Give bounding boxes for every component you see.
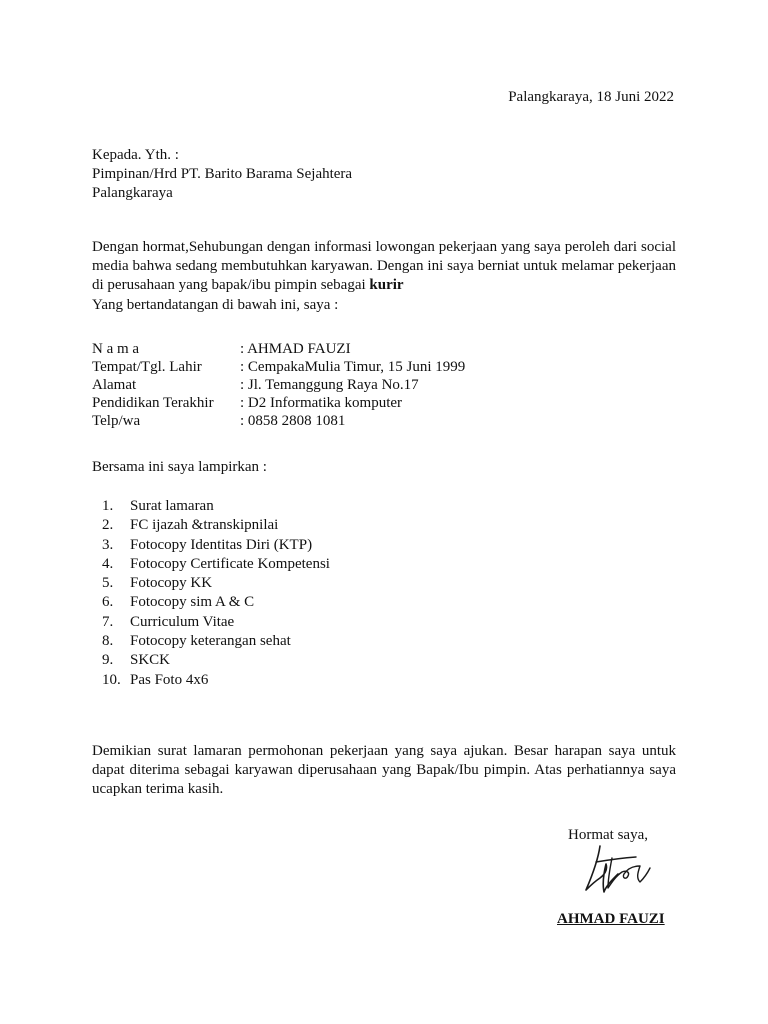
list-number: 7.	[102, 613, 114, 630]
bio-value: : CempakaMulia Timur, 15 Juni 1999	[240, 359, 466, 375]
bio-row	[92, 394, 465, 412]
position-applied: kurir	[369, 277, 404, 293]
bio-value: : 0858 2808 1081	[240, 413, 346, 429]
list-number: 4.	[102, 555, 114, 572]
list-item	[92, 555, 330, 574]
list-text: Curriculum Vitae	[130, 613, 235, 630]
bio-label: Tempat/Tgl. Lahir	[92, 359, 202, 375]
bio-label: N a m a	[92, 341, 140, 357]
recipient-block	[92, 146, 352, 203]
bio-row	[92, 412, 465, 430]
list-item	[92, 613, 330, 632]
bio-row	[92, 340, 465, 358]
recipient-name: Pimpinan/Hrd PT. Barito Barama Sejahtera	[92, 166, 353, 182]
list-text: Fotocopy Certificate Kompetensi	[130, 555, 330, 572]
bio-value: : AHMAD FAUZI	[240, 341, 351, 357]
list-item	[92, 671, 330, 690]
signature-icon	[578, 842, 668, 902]
list-number: 2.	[102, 517, 114, 534]
closing-paragraph	[92, 742, 676, 799]
recipient-city: Palangkaraya	[92, 185, 173, 201]
bio-label: Alamat	[92, 377, 137, 393]
list-number: 8.	[102, 633, 114, 650]
bio-label: Pendidikan Terakhir	[92, 395, 214, 411]
list-text: Fotocopy sim A & C	[130, 594, 255, 611]
bio-value: : D2 Informatika komputer	[240, 395, 403, 411]
list-number: 6.	[102, 594, 114, 611]
list-text: Fotocopy keterangan sehat	[130, 633, 291, 650]
list-text: Fotocopy Identitas Diri (KTP)	[130, 536, 313, 553]
list-item	[92, 497, 330, 516]
list-item	[92, 632, 330, 651]
recipient-salutation: Kepada. Yth. :	[92, 147, 179, 163]
list-item	[92, 593, 330, 612]
closing-text: Demikian surat lamaran permohonan pekerjaan yang saya ajukan. Besar harapan saya untuk dapat diterima sebagai karyawan diperusahaan yang Bapak/Ibu pimpin. Atas perhatiannya saya ucapkan terima kasih.	[92, 743, 676, 797]
bio-row	[92, 358, 465, 376]
list-number: 3.	[102, 536, 114, 553]
letter-date: Palangkaraya, 18 Juni 2022	[508, 89, 674, 105]
list-text: Surat lamaran	[130, 498, 214, 514]
list-text: SKCK	[130, 652, 171, 669]
list-number: 5.	[102, 575, 114, 592]
biodata-table	[92, 340, 465, 430]
bio-row	[92, 376, 465, 394]
list-item	[92, 536, 330, 555]
intro-line: Yang bertandatangan di bawah ini, saya :	[92, 297, 339, 313]
list-number: 10.	[102, 671, 121, 688]
attachments-intro: Bersama ini saya lampirkan :	[92, 459, 267, 475]
list-text: Fotocopy KK	[130, 575, 213, 592]
list-number: 9.	[102, 652, 114, 669]
attachments-list	[92, 497, 330, 690]
list-item	[92, 651, 330, 670]
bio-value: : Jl. Temanggung Raya No.17	[240, 377, 419, 393]
list-number: 1.	[102, 498, 114, 514]
signer-name: AHMAD FAUZI	[557, 911, 665, 927]
bio-label: Telp/wa	[92, 413, 141, 429]
list-text: FC ijazah &transkipnilai	[130, 517, 279, 534]
opening-paragraph	[92, 238, 676, 295]
regards-line: Hormat saya,	[568, 827, 648, 843]
opening-text: Dengan hormat,Sehubungan dengan informasi lowongan pekerjaan yang saya peroleh dari social media bahwa sedang membutuhkan karyawan. Dengan ini saya berniat untuk melamar pekerjaan di perusahaan yang bapak/ibu pimpin sebagai	[92, 239, 676, 293]
list-item	[92, 516, 330, 535]
list-item	[92, 574, 330, 593]
list-text: Pas Foto 4x6	[130, 671, 209, 688]
